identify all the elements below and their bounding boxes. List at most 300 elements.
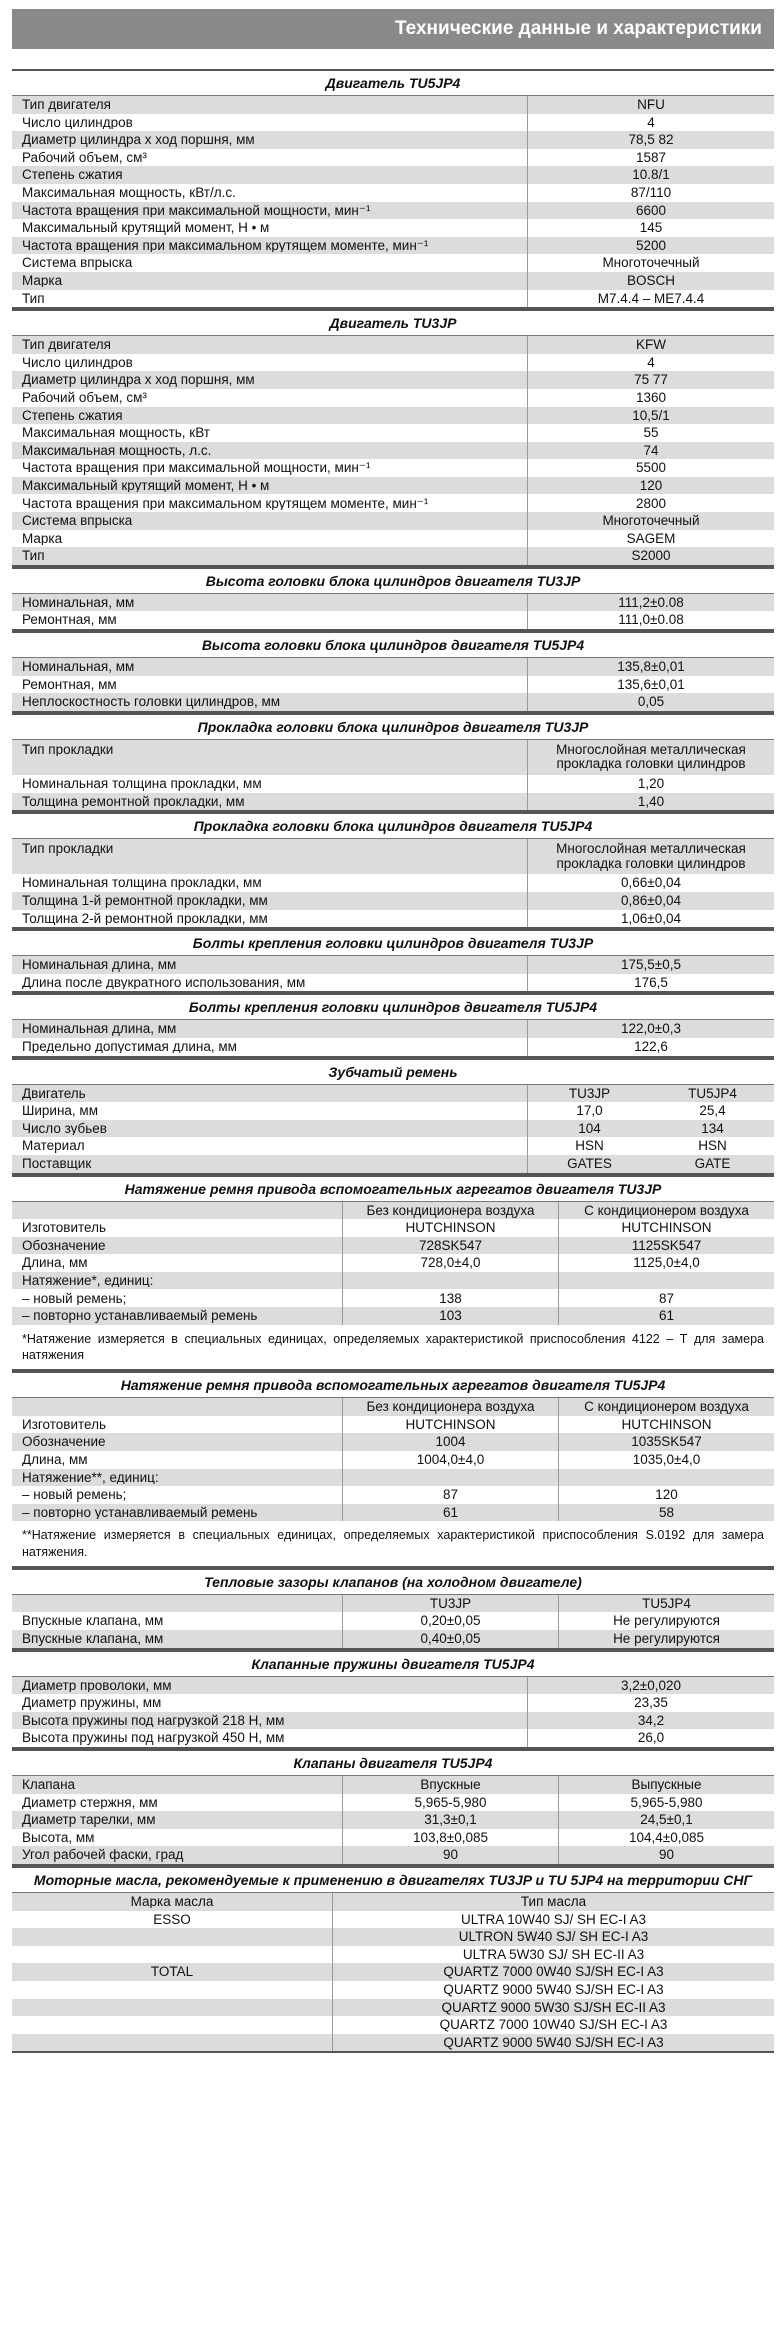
cell-value: M7.4.4 – ME7.4.4 xyxy=(527,290,774,308)
table-row xyxy=(12,336,774,354)
cell-value: TU3JP xyxy=(568,1085,611,1101)
cell-label: Частота вращения при максимальном крутящем моменте, мин⁻¹ xyxy=(22,238,429,253)
table-row xyxy=(12,1020,774,1038)
cell-label: – повторно устанавливаемый ремень xyxy=(22,1309,258,1323)
cell-value: QUARTZ 9000 5W40 SJ/SH EC-I A3 xyxy=(332,2034,774,2052)
cell-value: 24,5±0,1 xyxy=(558,1811,774,1829)
cell-label: Номинальная, мм xyxy=(22,660,135,674)
cell-label: Толщина 1-й ремонтной прокладки, мм xyxy=(22,894,268,908)
table-row xyxy=(12,1307,774,1325)
cell-value: TU5JP4 xyxy=(558,1595,774,1613)
cell-label: Угол рабочей фаски, град xyxy=(22,1848,184,1862)
cell-value xyxy=(558,1469,774,1487)
cell-value: 4 xyxy=(527,114,774,132)
cell-value: 122,0±0,3 xyxy=(527,1020,774,1038)
cell-value: 90 xyxy=(342,1846,558,1864)
cell-value: 1004 xyxy=(342,1433,558,1451)
table-row xyxy=(12,1237,774,1255)
cell-label: Степень сжатия xyxy=(22,408,123,423)
table-row xyxy=(12,2016,774,2034)
cell-values xyxy=(527,1102,774,1120)
cell-values xyxy=(527,1120,774,1138)
cell-value: 61 xyxy=(342,1504,558,1522)
cell-label: Марка xyxy=(22,531,63,546)
table-row xyxy=(12,775,774,793)
cell-value: 1035SK547 xyxy=(558,1433,774,1451)
table-row xyxy=(12,1038,774,1056)
cell-value: 31,3±0,1 xyxy=(342,1811,558,1829)
cell-value: 111,2±0.08 xyxy=(527,594,774,612)
cell-value: 74 xyxy=(527,442,774,460)
cell-value-line: Многослойная металлическая xyxy=(556,741,746,757)
table-row xyxy=(12,1433,774,1451)
table-row xyxy=(12,1630,774,1648)
section-title: Натяжение ремня привода вспомогательных агрегатов двигателя TU3JP xyxy=(12,1175,774,1202)
cell-value-line: прокладка головки цилиндров xyxy=(556,855,746,871)
cell-label: Номинальная длина, мм xyxy=(22,958,177,972)
cell-value: 10.8/1 xyxy=(527,166,774,184)
cell-value: Многоточечный xyxy=(527,512,774,530)
cell-label: Число цилиндров xyxy=(22,355,133,370)
table-row xyxy=(12,389,774,407)
cell-label: Максимальная мощность, кВт/л.с. xyxy=(22,186,236,200)
table-row xyxy=(12,1469,774,1487)
cell-label: Марка масла xyxy=(130,1894,214,1909)
cell-value: 61 xyxy=(558,1307,774,1325)
cell-value: 58 xyxy=(558,1504,774,1522)
cell-label: Ремонтная, мм xyxy=(22,677,117,692)
cell-label: Длина после двукратного использования, мм xyxy=(22,975,306,990)
section-title: Натяжение ремня привода вспомогательных агрегатов двигателя TU5JP4 xyxy=(12,1371,774,1398)
table-row xyxy=(12,354,774,372)
cell-label: Максимальный крутящий момент, Н • м xyxy=(22,221,270,235)
table-row xyxy=(12,547,774,565)
table-row xyxy=(12,1794,774,1812)
table-row xyxy=(12,424,774,442)
cell-value: Без кондиционера воздуха xyxy=(342,1398,558,1416)
cell-value: TU3JP xyxy=(342,1595,558,1613)
table-row xyxy=(12,1202,774,1220)
table-row xyxy=(12,442,774,460)
section-title: Болты крепления головки цилиндров двигателя TU3JP xyxy=(12,929,774,956)
table-row xyxy=(12,149,774,167)
cell-value xyxy=(558,1272,774,1290)
section-title: Прокладка головки блока цилиндров двигателя TU5JP4 xyxy=(12,812,774,839)
cell-value: 134 xyxy=(701,1120,724,1136)
cell-value: GATE xyxy=(694,1155,731,1171)
table-row xyxy=(12,1595,774,1613)
table-row xyxy=(12,1398,774,1416)
section-title: Клапаны двигателя TU5JP4 xyxy=(12,1749,774,1776)
cell-value: 55 xyxy=(527,424,774,442)
section-oils xyxy=(12,1866,774,2053)
cell-value: 0,86±0,04 xyxy=(527,892,774,910)
cell-label: Обозначение xyxy=(22,1435,106,1449)
cell-value: 5200 xyxy=(527,237,774,255)
cell-label: Ширина, мм xyxy=(22,1104,98,1118)
cell-label: Материал xyxy=(22,1139,85,1153)
table-row xyxy=(12,874,774,892)
cell-value: 75 77 xyxy=(527,371,774,389)
section-head_tu5jp4 xyxy=(12,631,774,713)
cell-value: QUARTZ 9000 5W30 SJ/SH EC-II A3 xyxy=(332,1999,774,2017)
cell-label: Впускные клапана, мм xyxy=(22,1632,164,1646)
cell-label: Клапана xyxy=(22,1778,76,1792)
section-belt xyxy=(12,1058,774,1175)
cell-label: Натяжение**, единиц: xyxy=(22,1470,159,1485)
cell-value xyxy=(527,839,774,874)
cell-label: Номинальная толщина прокладки, мм xyxy=(22,876,262,890)
cell-value: NFU xyxy=(527,96,774,114)
cell-value: 145 xyxy=(527,219,774,237)
cell-label: TOTAL xyxy=(150,1965,194,1979)
cell-label: Максимальная мощность, л.с. xyxy=(22,443,212,458)
section-title: Болты крепления головки цилиндров двигателя TU5JP4 xyxy=(12,993,774,1020)
table-row xyxy=(12,1155,774,1173)
cell-value: 90 xyxy=(558,1846,774,1864)
cell-value: 87/110 xyxy=(527,184,774,202)
cell-value: 0,05 xyxy=(527,693,774,711)
cell-value: ULTRA 5W30 SJ/ SH EC-II A3 xyxy=(332,1946,774,1964)
cell-value: 23,35 xyxy=(527,1694,774,1712)
cell-value: 135,8±0,01 xyxy=(527,658,774,676)
table-row xyxy=(12,1911,774,1929)
table-row xyxy=(12,693,774,711)
section-title: Моторные масла, рекомендуемые к применению в двигателях TU3JP и TU 5JP4 на территории СНГ xyxy=(12,1866,774,1893)
cell-value: 0,20±0,05 xyxy=(342,1612,558,1630)
table-row xyxy=(12,407,774,425)
cell-label: Неплоскостность головки цилиндров, мм xyxy=(22,695,281,709)
cell-value: 6600 xyxy=(527,202,774,220)
cell-label: Тип прокладки xyxy=(22,841,114,856)
cell-label: Система впрыска xyxy=(22,256,133,270)
table-row xyxy=(12,184,774,202)
cell-value: Без кондиционера воздуха xyxy=(342,1202,558,1220)
table-row xyxy=(12,839,774,874)
cell-label: – новый ремень; xyxy=(22,1291,127,1306)
cell-value: 1,06±0,04 xyxy=(527,910,774,928)
table-row xyxy=(12,1219,774,1237)
cell-label: Диаметр пружины, мм xyxy=(22,1696,162,1710)
cell-value: HUTCHINSON xyxy=(342,1219,558,1237)
table-row xyxy=(12,1272,774,1290)
footnote: **Натяжение измеряется в специальных единицах, определяемых характеристикой приспособления S.0192 для замера натяжения. xyxy=(12,1521,774,1566)
cell-value: HUTCHINSON xyxy=(558,1219,774,1237)
cell-label: Поставщик xyxy=(22,1156,92,1171)
table-row xyxy=(12,1963,774,1981)
footnote: *Натяжение измеряется в специальных единицах, определяемых характеристикой приспособления 4122 – Т для замера натяжения xyxy=(12,1325,774,1370)
section-acc_tu5jp4 xyxy=(12,1371,774,1568)
section-title: Двигатель TU3JP xyxy=(12,309,774,336)
table-row xyxy=(12,1254,774,1272)
cell-value: 10,5/1 xyxy=(527,407,774,425)
cell-value: SAGEM xyxy=(527,530,774,548)
cell-values xyxy=(527,1155,774,1173)
section-acc_tu3jp xyxy=(12,1175,774,1372)
table-row xyxy=(12,272,774,290)
section-bolts_tu3jp xyxy=(12,929,774,993)
cell-value: 104,4±0,085 xyxy=(558,1829,774,1847)
cell-value xyxy=(527,740,774,775)
table-row xyxy=(12,2034,774,2052)
cell-label: Диаметр тарелки, мм xyxy=(22,1813,156,1827)
section-title: Тепловые зазоры клапанов (на холодном двигателе) xyxy=(12,1568,774,1595)
cell-value: 25,4 xyxy=(699,1103,726,1119)
table-row xyxy=(12,290,774,308)
cell-value: 728SK547 xyxy=(342,1237,558,1255)
cell-label: Впускные клапана, мм xyxy=(22,1614,164,1628)
cell-value: BOSCH xyxy=(527,272,774,290)
cell-label: Система впрыска xyxy=(22,514,133,528)
table-row xyxy=(12,1694,774,1712)
spacer xyxy=(12,49,774,69)
table-row xyxy=(12,1893,774,1911)
cell-value: 1,20 xyxy=(527,775,774,793)
table-row xyxy=(12,166,774,184)
cell-value: Не регулируются xyxy=(558,1612,774,1630)
cell-value: 5,965-5,980 xyxy=(342,1794,558,1812)
cell-value: 138 xyxy=(342,1289,558,1307)
section-title: Высота головки блока цилиндров двигателя TU5JP4 xyxy=(12,631,774,658)
cell-value: 17,0 xyxy=(576,1103,603,1119)
cell-value: KFW xyxy=(527,336,774,354)
cell-label: Длина, мм xyxy=(22,1256,88,1270)
cell-value: 87 xyxy=(342,1486,558,1504)
cell-label: Рабочий объем, см³ xyxy=(22,390,147,405)
table-row xyxy=(12,793,774,811)
section-tu3jp xyxy=(12,309,774,567)
table-row xyxy=(12,1137,774,1155)
cell-label: Тип прокладки xyxy=(22,741,114,757)
cell-value: Тип масла xyxy=(332,1893,774,1911)
cell-label: Высота пружины под нагрузкой 218 Н, мм xyxy=(22,1713,285,1728)
table-row xyxy=(12,459,774,477)
cell-label: Марка xyxy=(22,273,63,288)
cell-label: Степень сжатия xyxy=(22,168,123,182)
spec-sections xyxy=(12,69,774,2053)
cell-value: Выпускные xyxy=(558,1776,774,1794)
cell-value: С кондиционером воздуха xyxy=(558,1202,774,1220)
cell-label: Число зубьев xyxy=(22,1121,107,1136)
cell-label: Изготовитель xyxy=(22,1417,106,1432)
table-row xyxy=(12,512,774,530)
cell-value: 120 xyxy=(558,1486,774,1504)
section-tu5jp4 xyxy=(12,69,774,309)
cell-value: GATES xyxy=(567,1155,612,1171)
cell-value: 2800 xyxy=(527,494,774,512)
table-row xyxy=(12,740,774,775)
cell-value: 111,0±0.08 xyxy=(527,611,774,629)
page-title: Технические данные и характеристики xyxy=(12,9,774,49)
document xyxy=(12,9,774,2053)
table-row xyxy=(12,1451,774,1469)
cell-label: Частота вращения при максимальном крутящем моменте, мин⁻¹ xyxy=(22,496,429,511)
section-valve_clear xyxy=(12,1568,774,1650)
cell-label: Тип двигателя xyxy=(22,338,111,352)
cell-label: – повторно устанавливаемый ремень xyxy=(22,1505,258,1520)
cell-value: 728,0±4,0 xyxy=(342,1254,558,1272)
section-gasket_tu5jp4 xyxy=(12,812,774,929)
cell-label: ESSO xyxy=(153,1912,191,1927)
cell-label: Диаметр цилиндра x ход поршня, мм xyxy=(22,373,255,387)
cell-value: HSN xyxy=(575,1138,604,1154)
cell-label: Частота вращения при максимальной мощности, мин⁻¹ xyxy=(22,203,371,218)
table-row xyxy=(12,611,774,629)
cell-value: 1587 xyxy=(527,149,774,167)
cell-label: Рабочий объем, см³ xyxy=(22,150,147,165)
section-gasket_tu3jp xyxy=(12,713,774,812)
cell-value: HSN xyxy=(698,1138,727,1154)
cell-value-line: Многослойная металлическая xyxy=(556,840,746,856)
cell-value: 122,6 xyxy=(527,1038,774,1056)
cell-value: 78,5 82 xyxy=(527,131,774,149)
cell-value: 1035,0±4,0 xyxy=(558,1451,774,1469)
table-row xyxy=(12,1289,774,1307)
table-row xyxy=(12,114,774,132)
cell-label: Толщина ремонтной прокладки, мм xyxy=(22,794,245,809)
cell-label: Диаметр стержня, мм xyxy=(22,1795,158,1810)
cell-value: 176,5 xyxy=(527,974,774,992)
cell-value: 1360 xyxy=(527,389,774,407)
table-row xyxy=(12,1612,774,1630)
table-row xyxy=(12,494,774,512)
cell-value: 1125,0±4,0 xyxy=(558,1254,774,1272)
cell-label: Диаметр цилиндра x ход поршня, мм xyxy=(22,133,255,147)
cell-label: Длина, мм xyxy=(22,1452,88,1467)
cell-label: Тип xyxy=(22,549,45,563)
cell-value: 1004,0±4,0 xyxy=(342,1451,558,1469)
cell-values xyxy=(527,1085,774,1103)
cell-label: Двигатель xyxy=(22,1086,86,1101)
section-springs xyxy=(12,1650,774,1749)
cell-label: – новый ремень; xyxy=(22,1488,127,1502)
table-row xyxy=(12,1999,774,2017)
cell-values xyxy=(527,1137,774,1155)
table-row xyxy=(12,676,774,694)
cell-value: 34,2 xyxy=(527,1712,774,1730)
cell-value: 103 xyxy=(342,1307,558,1325)
cell-value: 0,40±0,05 xyxy=(342,1630,558,1648)
table-row xyxy=(12,1120,774,1138)
table-row xyxy=(12,371,774,389)
section-valves xyxy=(12,1749,774,1866)
table-row xyxy=(12,1416,774,1434)
cell-label: Обозначение xyxy=(22,1238,106,1253)
cell-label: Высота, мм xyxy=(22,1830,95,1845)
cell-label: Толщина 2-й ремонтной прокладки, мм xyxy=(22,911,268,926)
table-row xyxy=(12,1677,774,1695)
cell-value: С кондиционером воздуха xyxy=(558,1398,774,1416)
table-row xyxy=(12,910,774,928)
cell-value: HUTCHINSON xyxy=(342,1416,558,1434)
table-row xyxy=(12,658,774,676)
table-row xyxy=(12,1846,774,1864)
cell-value: ULTRON 5W40 SJ/ SH EC-I A3 xyxy=(332,1928,774,1946)
cell-label: Номинальная длина, мм xyxy=(22,1022,177,1036)
cell-value: QUARTZ 7000 10W40 SJ/SH EC-I A3 xyxy=(332,2016,774,2034)
cell-label: Частота вращения при максимальной мощности, мин⁻¹ xyxy=(22,461,371,475)
section-head_tu3jp xyxy=(12,567,774,631)
cell-value: 120 xyxy=(527,477,774,495)
cell-value: 0,66±0,04 xyxy=(527,874,774,892)
cell-value: ULTRA 10W40 SJ/ SH EC-I A3 xyxy=(332,1911,774,1929)
cell-value: Многоточечный xyxy=(527,254,774,272)
cell-label: Ремонтная, мм xyxy=(22,613,117,627)
cell-label: Высота пружины под нагрузкой 450 Н, мм xyxy=(22,1731,285,1745)
table-row xyxy=(12,1729,774,1747)
table-row xyxy=(12,1776,774,1794)
cell-label: Предельно допустимая длина, мм xyxy=(22,1039,237,1054)
cell-value: 135,6±0,01 xyxy=(527,676,774,694)
cell-value: 26,0 xyxy=(527,1729,774,1747)
table-row xyxy=(12,477,774,495)
cell-label: Максимальная мощность, кВт xyxy=(22,426,210,440)
cell-value: 103,8±0,085 xyxy=(342,1829,558,1847)
table-row xyxy=(12,530,774,548)
table-row xyxy=(12,1946,774,1964)
cell-label: Изготовитель xyxy=(22,1221,106,1235)
table-row xyxy=(12,956,774,974)
table-row xyxy=(12,974,774,992)
cell-label: Номинальная, мм xyxy=(22,595,135,610)
table-row xyxy=(12,131,774,149)
cell-value-line: прокладка головки цилиндров xyxy=(556,756,746,772)
cell-value: 104 xyxy=(578,1120,601,1136)
table-row xyxy=(12,1486,774,1504)
cell-value: 5,965-5,980 xyxy=(558,1794,774,1812)
section-title: Прокладка головки блока цилиндров двигателя TU3JP xyxy=(12,713,774,740)
cell-label: Тип двигателя xyxy=(22,98,111,112)
table-row xyxy=(12,1928,774,1946)
table-row xyxy=(12,1829,774,1847)
table-row xyxy=(12,1981,774,1999)
cell-value: 175,5±0,5 xyxy=(527,956,774,974)
table-row xyxy=(12,1504,774,1522)
cell-value: 1,40 xyxy=(527,793,774,811)
section-title: Высота головки блока цилиндров двигателя TU3JP xyxy=(12,567,774,594)
table-row xyxy=(12,219,774,237)
cell-value: HUTCHINSON xyxy=(558,1416,774,1434)
cell-value: 4 xyxy=(527,354,774,372)
cell-value: 3,2±0,020 xyxy=(527,1677,774,1695)
cell-label: Максимальный крутящий момент, Н • м xyxy=(22,478,270,493)
cell-value: 87 xyxy=(558,1289,774,1307)
table-row xyxy=(12,96,774,114)
cell-label: Номинальная толщина прокладки, мм xyxy=(22,777,262,791)
cell-value: S2000 xyxy=(527,547,774,565)
cell-label: Число цилиндров xyxy=(22,115,133,130)
table-row xyxy=(12,1712,774,1730)
cell-label: Диаметр проволоки, мм xyxy=(22,1678,172,1693)
section-bolts_tu5jp4 xyxy=(12,993,774,1057)
table-row xyxy=(12,892,774,910)
cell-value: QUARTZ 9000 5W40 SJ/SH EC-I A3 xyxy=(332,1981,774,1999)
table-row xyxy=(12,202,774,220)
cell-value xyxy=(342,1272,558,1290)
section-title: Зубчатый ремень xyxy=(12,1058,774,1085)
cell-value: 1125SK547 xyxy=(558,1237,774,1255)
cell-value: 5500 xyxy=(527,459,774,477)
cell-value: TU5JP4 xyxy=(688,1085,737,1101)
table-row xyxy=(12,1811,774,1829)
table-row xyxy=(12,1102,774,1120)
cell-label: Натяжение*, единиц: xyxy=(22,1273,154,1288)
table-row xyxy=(12,594,774,612)
cell-value xyxy=(342,1469,558,1487)
cell-value: QUARTZ 7000 0W40 SJ/SH EC-I A3 xyxy=(332,1963,774,1981)
section-title: Клапанные пружины двигателя TU5JP4 xyxy=(12,1650,774,1677)
cell-value: Впускные xyxy=(342,1776,558,1794)
